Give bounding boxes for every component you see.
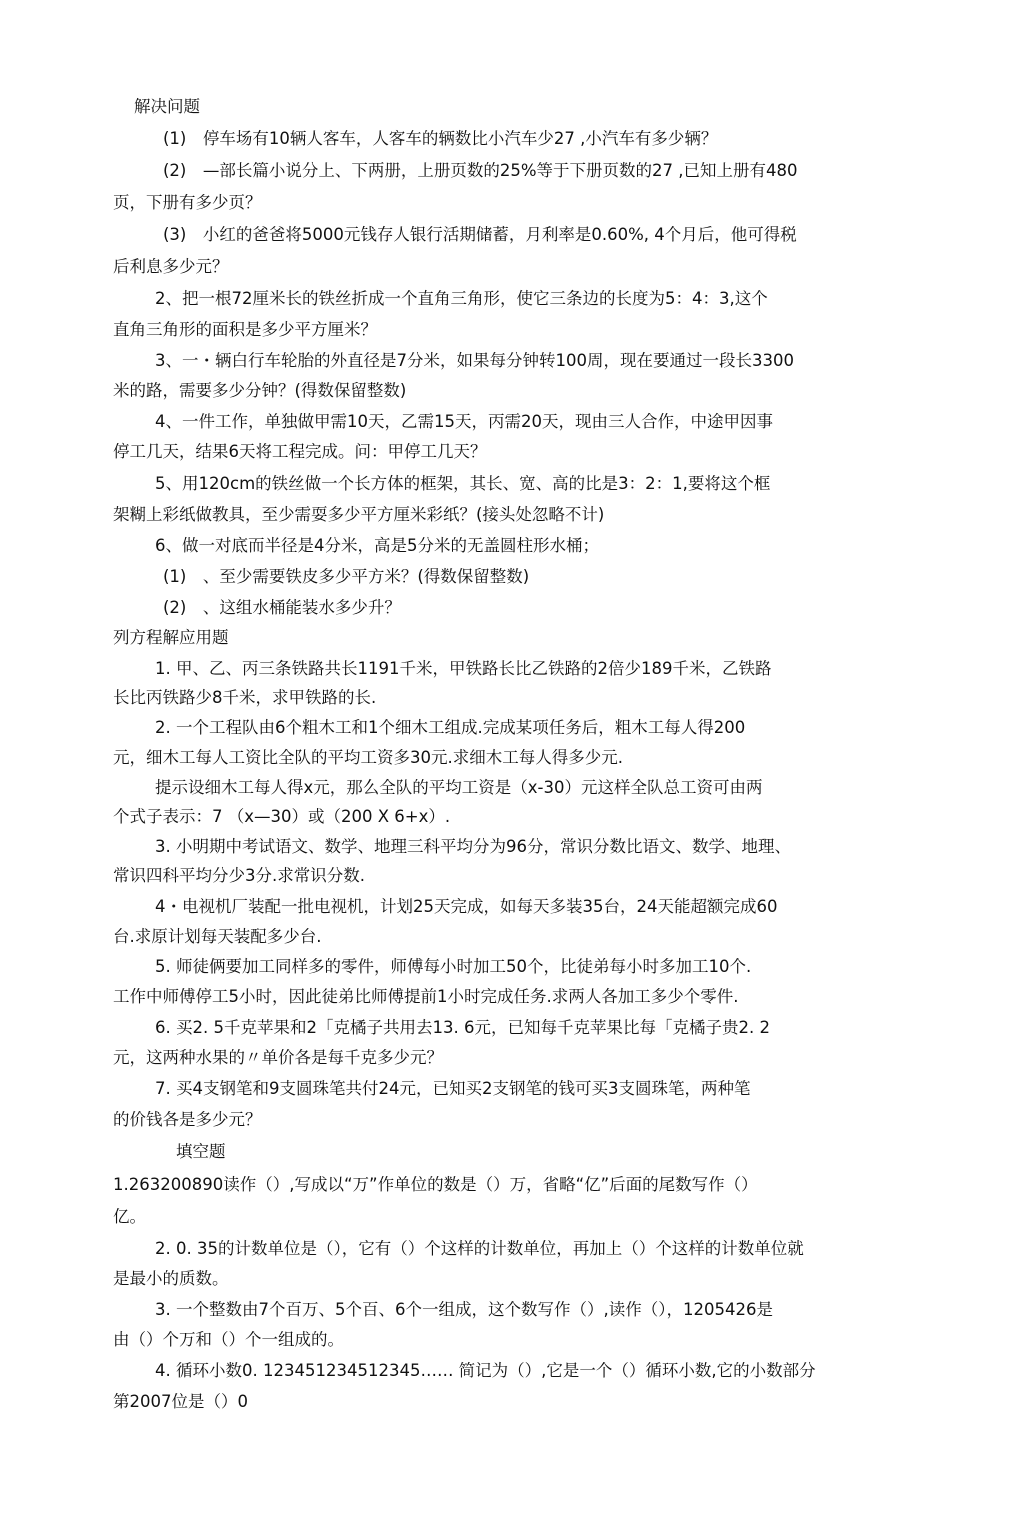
- text-line: 2、把一根72厘米长的铁丝折成一个直角三角形，使它三条边的长度为5：4：3,这个: [155, 289, 768, 308]
- text-line: 4. 循环小数0. 123451234512345…… 简记为（）,它是一个（）循环小数,它的小数部分: [155, 1361, 816, 1380]
- text-line: 2. 一个工程队由6个粗木工和1个细木工组成.完成某项任务后，粗木工每人得200: [155, 718, 746, 737]
- text-line: 个式子表示：7 （x—30）或（200 X 6+x）.: [113, 807, 451, 826]
- text-line: 3. 小明期中考试语文、数学、地理三科平均分为96分，常识分数比语文、数学、地理、: [155, 837, 791, 856]
- text-line: 3、一・辆白行车轮胎的外直径是7分米，如果每分钟转100周，现在要通过一段长3300: [155, 351, 794, 370]
- text-line: 长比丙铁路少8千米，求甲铁路的长.: [113, 688, 377, 707]
- text-line: 后利息多少元？: [113, 257, 229, 276]
- heading-fill-in-blank: 填空题: [176, 1142, 226, 1161]
- text-line: 第2007位是（）0: [113, 1392, 248, 1411]
- text-line: 常识四科平均分少3分.求常识分数.: [113, 866, 365, 885]
- text-line: 停工几天，结果6天将工程完成。问：甲停工几天？: [113, 442, 487, 461]
- text-line: 4、一件工作，单独做甲需10天，乙需15天，丙需20天，现由三人合作，中途甲因事: [155, 412, 773, 431]
- text-line: 4・电视机厂装配一批电视机，计划25天完成，如每天多装35台，24天能超额完成60: [155, 897, 778, 916]
- text-line: 页，下册有多少页？: [113, 193, 262, 212]
- text-line: 6、做一对底而半径是4分米，高是5分米的无盖圆柱形水桶；: [155, 536, 599, 555]
- text-line: 2. 0. 35的计数单位是（），它有（）个这样的计数单位，再加上（）个这样的计数单位就: [155, 1239, 804, 1258]
- text-line: 元，细木工每人工资比全队的平均工资多30元.求细木工每人得多少元.: [113, 748, 623, 767]
- text-line: 5. 师徒俩要加工同样多的零件，师傅每小时加工50个，比徒弟每小时多加工10个.: [155, 957, 752, 976]
- text-line: (1) 停车场有10辆人客车，人客车的辆数比小汽车少27 ,小汽车有多少辆？: [163, 129, 718, 148]
- text-line: 1. 甲、乙、丙三条铁路共长1191千米，甲铁路长比乙铁路的2倍少189千米，乙铁路: [155, 659, 772, 678]
- heading-equations: 列方程解应用题: [113, 628, 229, 647]
- text-line: 亿。: [113, 1207, 146, 1226]
- text-line: 6. 买2. 5千克苹果和2「克橘子共用去13. 6元，已知每千克苹果比每「克橘子贵2. 2: [155, 1018, 770, 1037]
- heading-problem-solving: 解决问题: [134, 97, 200, 116]
- text-line: 提示设细木工每人得x元，那么全队的平均工资是（x-30）元这样全队总工资可由两: [155, 778, 763, 797]
- text-line: 架糊上彩纸做教具，至少需耍多少平方厘米彩纸？(接头处忽略不计): [113, 505, 605, 524]
- text-line: 直角三角形的面积是多少平方厘米？: [113, 320, 377, 339]
- text-line: 由（）个万和（）个一组成的。: [113, 1330, 344, 1349]
- text-line: (2) —部长篇小说分上、下两册，上册页数的25%等于下册页数的27 ,已知上册有480: [163, 161, 798, 180]
- text-line: 1.263200890读作（）,写成以“万”作单位的数是（）万，省略“亿”后面的尾数写作（）: [113, 1175, 758, 1194]
- text-line: (2) 、这组水桶能装水多少升？: [163, 598, 401, 617]
- text-line: 工作中师傅停工5小时，因此徒弟比师傅提前1小时完成任务.求两人各加工多少个零件.: [113, 987, 739, 1006]
- text-line: (1) 、至少需要铁皮多少平方米？(得数保留整数): [163, 567, 530, 586]
- text-line: 米的路，需要多少分钟？(得数保留整数): [113, 381, 407, 400]
- text-line: 5、用120cm的铁丝做一个长方体的框架，其长、宽、高的比是3：2：1,要将这个框: [155, 474, 771, 493]
- text-line: 3. 一个整数由7个百万、5个百、6个一组成，这个数写作（）,读作（），1205426是: [155, 1300, 773, 1319]
- text-line: 7. 买4支钢笔和9支圆珠笔共付24元，已知买2支钢笔的钱可买3支圆珠笔，两种笔: [155, 1079, 751, 1098]
- text-line: 的价钱各是多少元？: [113, 1110, 262, 1129]
- text-line: 元，这两种水果的〃单价各是每千克多少元？: [113, 1048, 443, 1067]
- text-line: 台.求原计划每天装配多少台.: [113, 927, 322, 946]
- text-line: 是最小的质数。: [113, 1269, 229, 1288]
- text-line: (3) 小红的爸爸将5000元钱存人银行活期储蓄，月利率是0.60%, 4个月后，他可得税: [163, 225, 797, 244]
